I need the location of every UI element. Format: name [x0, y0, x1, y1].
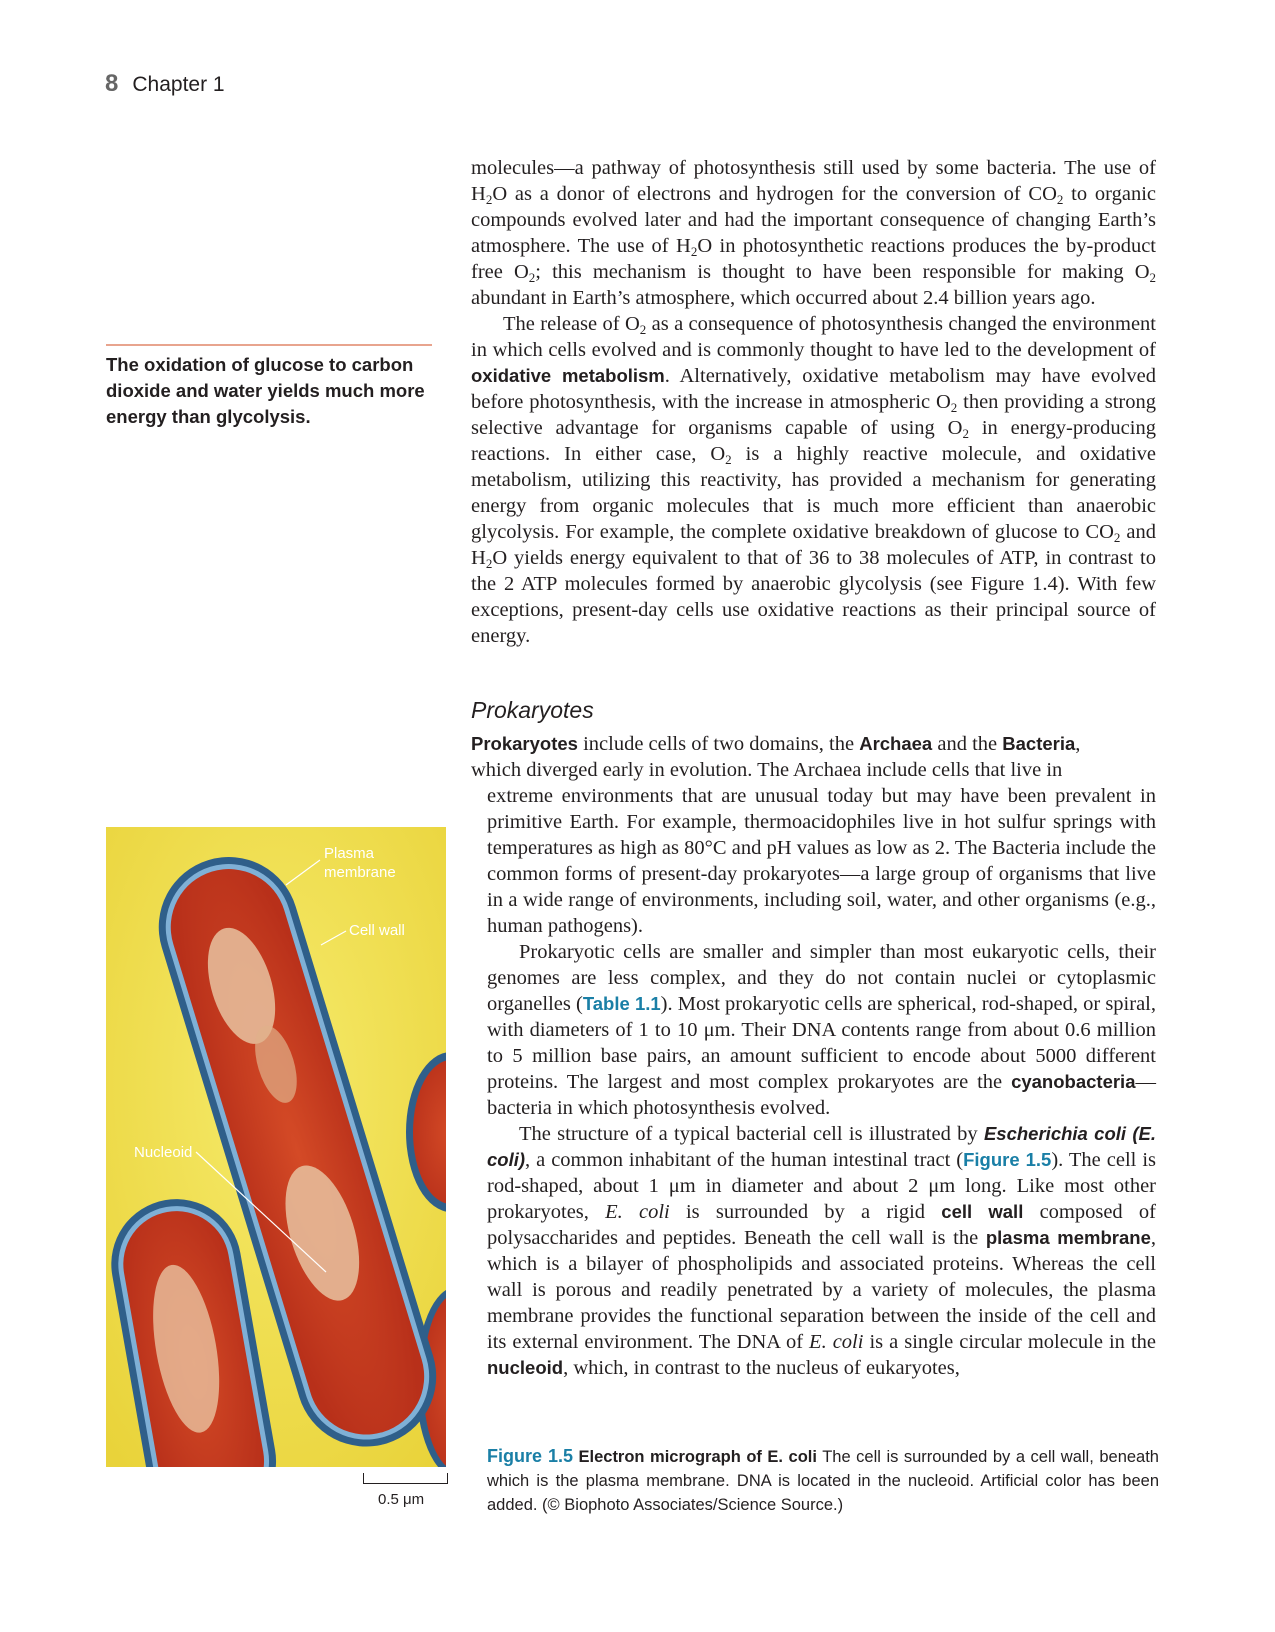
label-cell-wall: Cell wall	[349, 922, 405, 939]
paragraph: Prokaryotic cells are smaller and simpler than most eukaryotic cells, their genomes are less complex, and they do not contain nuclei or cytoplasmic organelles (Table 1.1). Most prokaryotic cells are spherical, rod-shaped, or spiral, with diameters of 1 to 10 μm. Their DNA contents range from about 0.6 million to 5 million base pairs, an amount sufficient to encode about 5000 different proteins. The largest and most complex prokaryotes are the cyanobacteria—bacteria in which photosynthesis evolved.	[487, 941, 1156, 1119]
chapter-title: Chapter 1	[132, 73, 225, 96]
scale-bar	[363, 1473, 448, 1484]
table-reference-link[interactable]: Table 1.1	[582, 993, 661, 1014]
page-number: 8	[105, 70, 119, 97]
key-term: plasma membrane	[985, 1227, 1151, 1248]
paragraph: The release of $O_2$ as a consequence of photosynthesis changed the environment in which cells evolved and is commonly thought to have led to the development of oxidative metabolism. Alternatively, oxidative metabolism may have evolved before photosynthesis, with the increase in atmospheric $O_2$ then providing a strong selective advantage for organisms capable of using $O_2$ in energy-producing reactions. In either case, $O_2$ is a highly reactive molecule, and oxidative metabolism, utilizing this reactivity, has provided a mechanism for generating energy from organic molecules that is much more efficient than anaerobic glycolysis. For example, the complete oxidative breakdown of glucose to $CO_2$ and $H_2O$ yields energy equivalent to that of 36 to 38 molecules of ATP, in contrast to the 2 ATP molecules formed by anaerobic glycolysis (see Figure 1.4). With few exceptions, present-day cells use oxidative reactions as their principal source of energy.	[471, 313, 1157, 647]
main-column-prokaryotes	[487, 783, 1156, 1381]
key-term: Escherichia coli (E. coli)	[487, 1123, 1156, 1170]
paragraph-line: Prokaryotes include cells of two domains, the Archaea and the Bacteria,	[471, 733, 1081, 755]
paragraph: extreme environments that are unusual today but may have been prevalent in primitive Earth. For example, thermoacidophiles live in hot sulfur springs with temperatures as high as 80°C and pH values as low as 2. The Bacteria include the common forms of present-day prokaryotes—a large group of organisms that live in a wide range of environments, including soil, water, and other organisms (e.g., human pathogens).	[487, 785, 1156, 937]
prokaryotes-second-line: which diverged early in evolution. The Archaea include cells that live in	[471, 759, 1063, 781]
marginal-rule	[106, 344, 432, 346]
running-head	[105, 70, 225, 98]
section-heading: Prokaryotes	[471, 697, 594, 723]
key-term: cyanobacteria	[1011, 1071, 1136, 1092]
ecoli-micrograph	[106, 827, 446, 1467]
figure-caption	[487, 1444, 1159, 1517]
key-term: nucleoid	[487, 1357, 564, 1378]
key-term: cell wall	[941, 1201, 1024, 1222]
key-term: oxidative metabolism	[471, 365, 665, 386]
paragraph: molecules—a pathway of photosynthesis still used by some bacteria. The use of $H_2O$ as a donor of electrons and hydrogen for the conversion of $CO_2$ to organic compounds evolved later and had the important consequence of changing Earth’s atmosphere. The use of $H_2O$ in photosynthetic reactions produces the by-product free $O_2$; this mechanism is thought to have been responsible for making $O_2$ abundant in Earth’s atmosphere, which occurred about 2.4 billion years ago.	[471, 157, 1157, 309]
prokaryotes-first-lines	[471, 731, 1156, 757]
figure-number: Figure 1.5	[487, 1446, 573, 1466]
main-column-top	[471, 155, 1156, 649]
label-plasma-membrane-1: Plasma	[324, 845, 375, 862]
key-term: Archaea	[859, 733, 933, 754]
scale-bar-label: 0.5 μm	[378, 1491, 425, 1508]
figure-title: Electron micrograph of E. coli	[578, 1448, 817, 1466]
label-plasma-membrane-2: membrane	[324, 864, 396, 881]
label-nucleoid: Nucleoid	[134, 1144, 193, 1161]
key-term: Prokaryotes	[471, 733, 578, 754]
paragraph: The structure of a typical bacterial cell is illustrated by Escherichia coli (E. coli), a common inhabitant of the human intestinal tract (Figure 1.5). The cell is rod-shaped, about 1 μm in diameter and about 2 μm long. Like most other prokaryotes, E. coli is surrounded by a rigid cell wall composed of polysaccharides and peptides. Beneath the cell wall is the plasma membrane, which is a bilayer of phospholipids and associated proteins. Whereas the cell wall is porous and readily penetrated by a variety of molecules, the plasma membrane provides the functional separation between the inside of the cell and its external environment. The DNA of E. coli is a single circular molecule in the nucleoid, which, in contrast to the nucleus of eukaryotes,	[487, 1123, 1156, 1379]
key-term: Bacteria	[1002, 733, 1076, 754]
figure-reference-link[interactable]: Figure 1.5	[963, 1149, 1052, 1170]
marginal-note: The oxidation of glucose to carbon dioxide and water yields much more energy than glycolysis.	[106, 354, 425, 427]
figure-caption-text: The cell is surrounded by a cell wall, beneath which is the plasma membrane. DNA is located in the nucleoid. Artificial color has been added. (© Biophoto Associates/Science Source.)	[487, 1448, 1159, 1514]
